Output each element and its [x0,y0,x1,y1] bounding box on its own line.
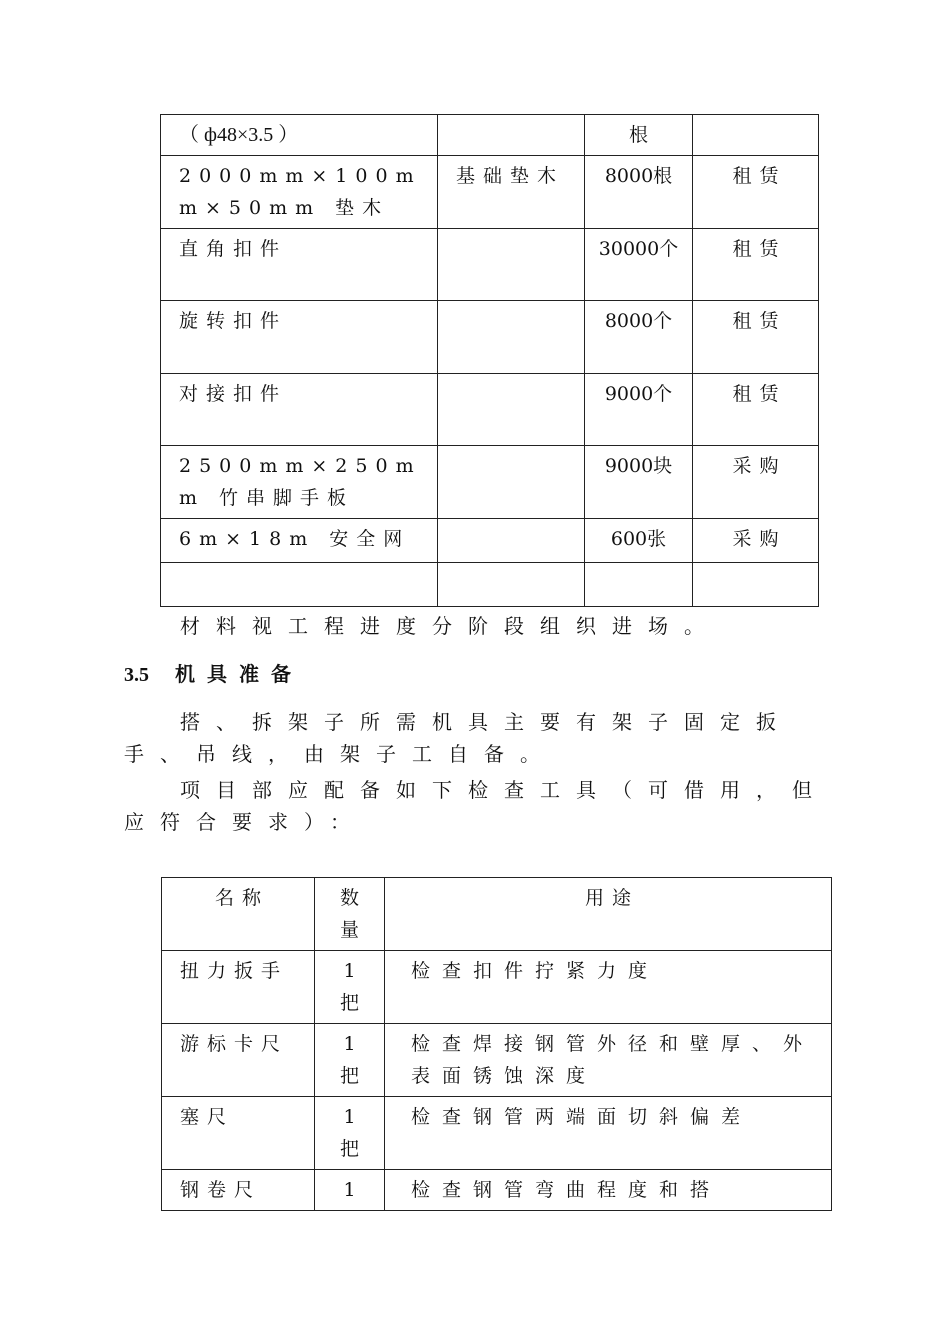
material-method-cell [693,563,819,607]
table-row [161,156,819,229]
table-row [161,446,819,519]
tool-use-cell: 检查钢管两端面切斜偏差 [385,1097,832,1170]
material-usage-cell [438,563,585,607]
paragraph: 搭、拆架子所需机具主要有架子固定扳手、吊线，由架子工自备。 [124,710,792,766]
header-name: 名称 [162,878,315,951]
material-method-cell: 租赁 [693,229,819,301]
table-row [161,301,819,374]
material-spec-cell: 旋转扣件 [161,301,438,374]
material-method-cell: 租赁 [693,374,819,446]
table-row [161,563,819,607]
table-header-row [162,878,832,951]
materials-note: 材料视工程进度分阶段组织进场。 [180,614,720,638]
material-spec-cell: 6m×18m 安全网 [161,519,438,563]
material-method-cell: 采购 [693,446,819,519]
header-qty: 数量 [315,878,385,951]
table-row [162,1170,832,1211]
material-qty-cell [585,563,693,607]
material-usage-cell [438,229,585,301]
table-row [162,951,832,1024]
material-usage-cell [438,374,585,446]
material-usage-cell [438,446,585,519]
section-title: 机具准备 [175,662,303,686]
tool-name-cell: 扭力扳手 [162,951,315,1024]
table-row [161,229,819,301]
material-method-cell: 租赁 [693,156,819,229]
tool-name-cell: 钢卷尺 [162,1170,315,1211]
material-qty-cell: 根 [585,115,693,156]
material-qty-cell: 8000个 [585,301,693,374]
tools-table [161,877,832,1211]
table-row [161,115,819,156]
section-number: 3.5 [124,664,149,686]
tool-qty-cell: 1把 [315,951,385,1024]
tool-qty-cell: 1 [315,1170,385,1211]
material-spec-cell [161,563,438,607]
material-usage-cell [438,301,585,374]
table-row [162,1097,832,1170]
material-qty-cell: 8000根 [585,156,693,229]
material-spec-cell: （ ф48×3.5 ） [161,115,438,156]
material-qty-cell: 600张 [585,519,693,563]
material-spec-cell: 2000mm×100mm×50mm 垫木 [161,156,438,229]
tool-name-cell: 塞尺 [162,1097,315,1170]
material-qty-cell: 9000个 [585,374,693,446]
tool-qty-cell: 1把 [315,1097,385,1170]
material-spec-cell: 2500mm×250mm 竹串脚手板 [161,446,438,519]
tool-qty-cell: 1把 [315,1024,385,1097]
materials-table [160,114,819,607]
section-heading [124,658,303,687]
material-qty-cell: 30000个 [585,229,693,301]
material-usage-cell [438,519,585,563]
material-method-cell [693,115,819,156]
material-qty-cell: 9000块 [585,446,693,519]
tool-name-cell: 游标卡尺 [162,1024,315,1097]
tool-use-cell: 检查扣件拧紧力度 [385,951,832,1024]
material-usage-cell [438,115,585,156]
material-method-cell: 采购 [693,519,819,563]
material-usage-cell: 基础垫木 [438,156,585,229]
paragraph: 项目部应配备如下检查工具（可借用，但应符合要求）： [124,778,828,834]
table-row [162,1024,832,1097]
table-row [161,374,819,446]
material-spec-cell: 对接扣件 [161,374,438,446]
table-row [161,519,819,563]
tool-use-cell: 检查焊接钢管外径和壁厚、外表面锈蚀深度 [385,1024,832,1097]
material-method-cell: 租赁 [693,301,819,374]
material-spec-cell: 直角扣件 [161,229,438,301]
tool-use-cell: 检查钢管弯曲程度和搭 [385,1170,832,1211]
header-use: 用途 [385,878,832,951]
